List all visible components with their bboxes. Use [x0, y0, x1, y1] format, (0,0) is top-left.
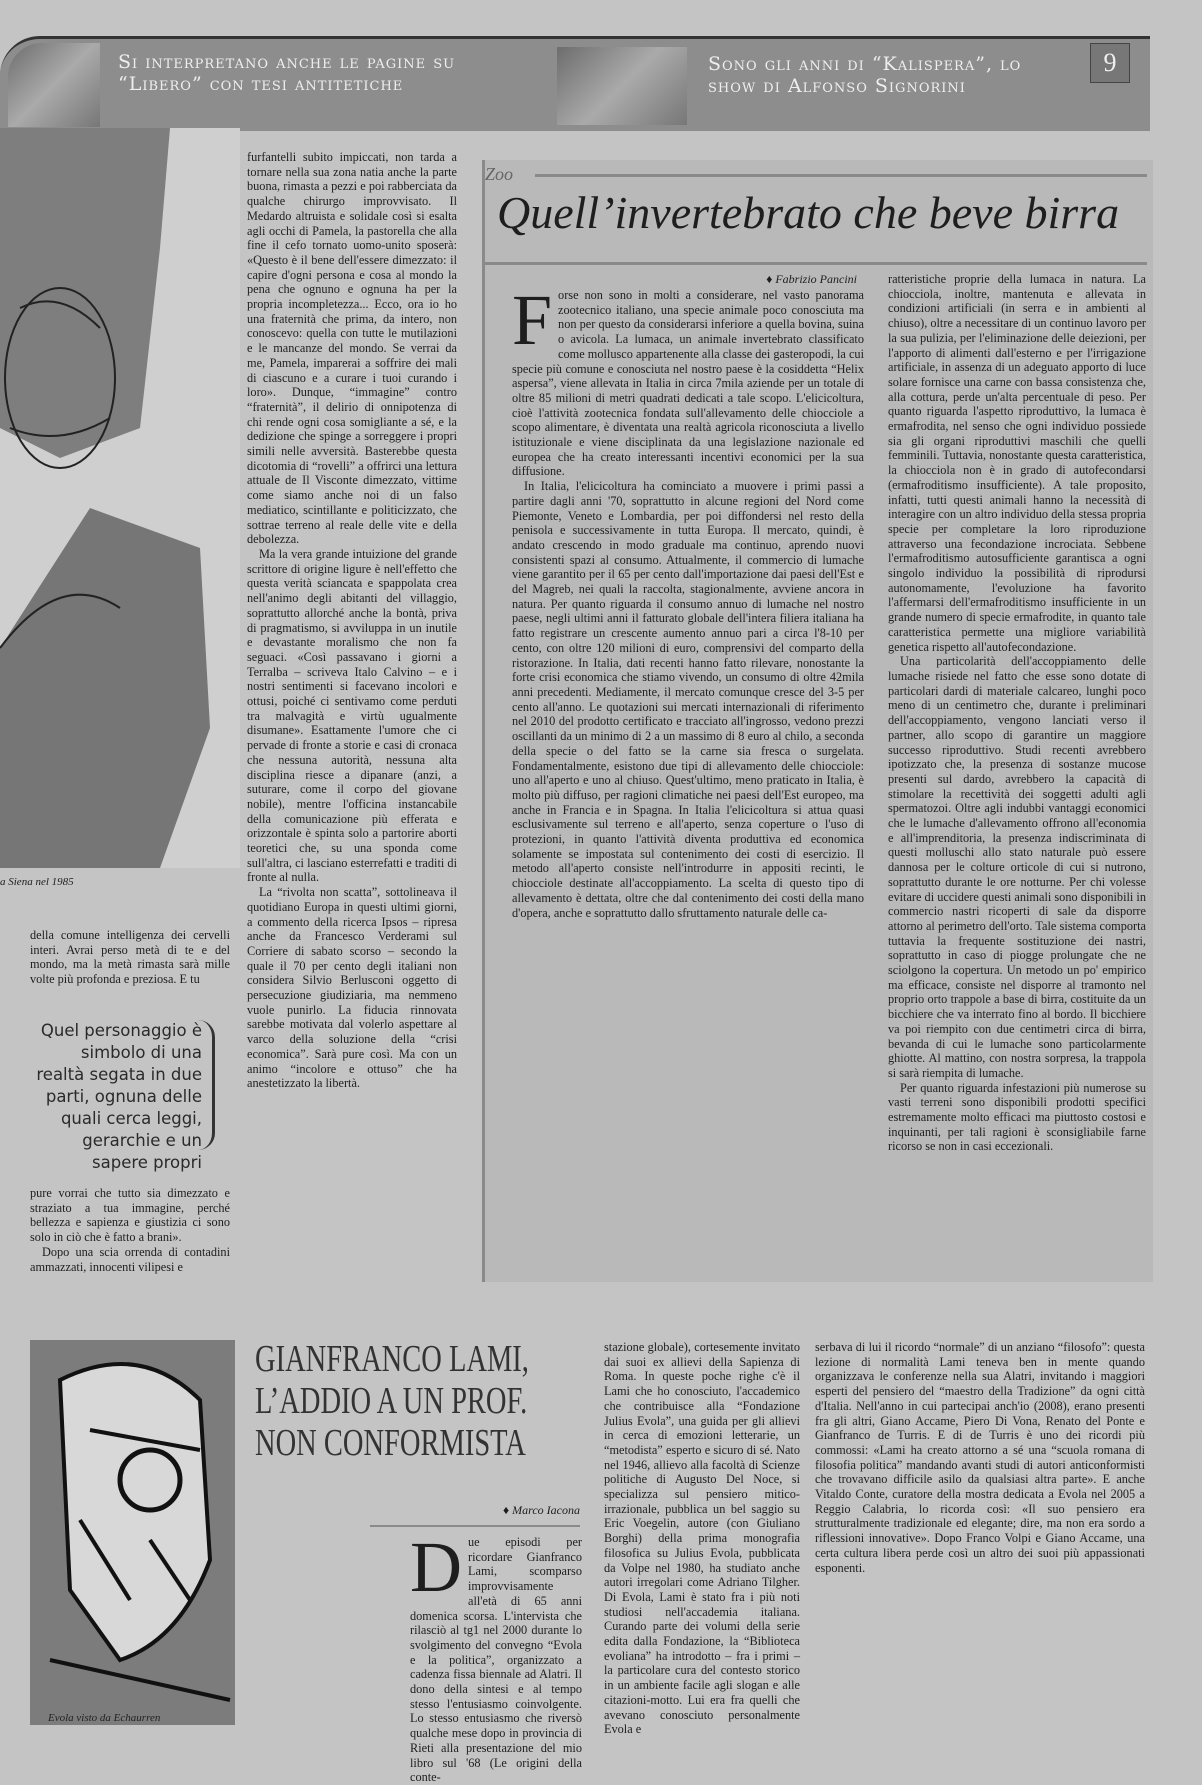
article-title: GIANFRANCO LAMI, L’ADDIO A UN PROF. NON CONFORMISTA: [255, 1338, 529, 1464]
pull-quote-bracket: [198, 1020, 215, 1150]
header-photo-left: [8, 43, 100, 127]
lami-column-3: [815, 1340, 1145, 1575]
pull-quote: Quel personaggio è simbolo di una realtà segata in due parti, ognuna delle quali cerca leggi, gerarchie e un sapere propri: [36, 1021, 202, 1172]
paragraph: stazione globale), cortesemente invitato dai suoi ex allievi della Sapienza di Roma. In queste poche righe c'è il Lami che ho conosciuto, l'accademico che contribuisce alla “Fondazione Julius Evola”, una guida per gli allievi in cerca di emozioni letterarie, un “metodista” esperto e sicuro di sé. Nato nel 1946, allievo alla facoltà di Scienze politiche di Augusto Del Noce, si specializza sul pensiero mitico-irrazionale, pubblica un bel saggio su Eric Voegelin, autore (con Giuliano Borghi) della prima monografia filosofica su Julius Evola, pubblicata da Volpe nel 1980, ha studiato anche autori irregolari come Adriano Tilgher. Di Evola, Lami è stato fra i più noti studiosi nell'accademia italiana. Curando parte dei volumi della serie edita dalla Fondazione, la “Biblioteca evoliana” ha introdotto – fra i primi – la particolare cura del contesto storico in un ambiente facile agli slogan e alle citazioni-motto. Lui era fra quelli che avevano conosciuto personalmente Evola e: [604, 1340, 800, 1737]
article-title: Quell’invertebrato che beve birra: [497, 187, 1120, 238]
article-author: ♦ Marco Iacona: [503, 1503, 580, 1517]
paragraph: La “rivolta non scatta”, sottolineava il quotidiano Europa in questi ultimi giorni, a commento della ricerca Ipsos – ripresa anche da Francesco Verderami sul Corriere di sabato scorso – secondo la quale il 70 per cento degli italiani non considera Silvio Berlusconi oggetto di persecuzione giudiziaria, ma nemmeno vuole punirlo. La fiducia rinnovata sarebbe motivata dal volerlo aspettare al varco della soluzione della “crisi economica”. Sarà pure così. Ma con un animo “incolore e ottuso” che ha anestetizzato la libertà.: [247, 885, 457, 1091]
paragraph: pure vorrai che tutto sia dimezzato e straziato a tua immagine, perché bellezza e sapienza e giustizia ci sono solo in ciò che è fatto a brani».: [30, 1186, 230, 1245]
divider: [535, 174, 1147, 177]
paragraph: serbava di lui il ricordo “normale” di un anziano “filosofo”: questa lezione di normalità Lami teneva ben in mente quando organizzava le conferenze nella sua Alatri, invitando i maggiori esperti del pensiero del “maestro della Tradizione” da ogni città d'Italia. Nell'anno in cui partecipai anch'io (2008), erano presenti fra gli altri, Giano Accame, Piero Di Vona, Renato del Ponte e Gianfranco de Turris. E di de Turris è uno dei ricordi più commossi: «Lami ha creato attorno a sé una “scuola romana di filosofia politica” mandando avanti studi di autori anticonformisti che trovavano difficile asilo da qualsiasi altra parte». E anche Vitaldo Conte, curatore della mostra dedicata a Evola nel 2005 a Reggio Calabria, lo ricorda così: «Il suo pensiero era strutturalmente tradizionale ed elegante; dire, ma non era sordo a riflessioni innovative». Dopo Franco Volpi e Giano Accame, una certa cultura libera perde così un altro dei suoi più appassionati esponenti.: [815, 1340, 1145, 1575]
paragraph: della comune intelligenza dei cervelli interi. Avrai perso metà di te e del mondo, ma la metà rimasta sarà mille volte più profonda e preziosa. E tu: [30, 928, 230, 987]
lami-column-1: [410, 1527, 582, 1785]
header-teaser-right[interactable]: Sono gli anni di “Kalispera”, lo show di Alfonso Signorini: [708, 53, 1022, 97]
paragraph: Dopo una scia orrenda di contadini ammazzati, innocenti vilipesi e: [30, 1244, 230, 1274]
image-caption: Evola visto da Echaurren: [48, 1712, 161, 1724]
lami-column-2: [604, 1340, 800, 1737]
paragraph: ue episodi per ricordare Gianfranco Lami, scomparso improvvisamente all'età di 65 anni domenica scorsa. L'intervista che rilasciò al tg1 nel 2000 durante lo svolgimento del convegno “Evola e la politica”, organizzato a cadenza fissa biennale ad Alatri. Il dono della sintesi e al tempo stesso l'entusiasmo coinvolgente. Lo stesso entusiasmo che riversò qualche mese dopo in provincia di Rieti alla presentazione del mio libro sul '68 (Le origini della conte-: [410, 1535, 582, 1785]
article-column-b: [888, 272, 1146, 1154]
paragraph: Ma la vera grande intuizione del grande scrittore di origine ligure è nell'effetto che questa verità sciancata e spappolata crea nell'animo degli abitanti del villaggio, soprattutto allorché anche la bontà, priva di pragmatismo, si avviluppa in un inutile e devastante moralismo che non fa seguaci. «Così passavano i giorni a Terralba – scriveva Italo Calvino – e i nostri sentimenti si facevano incolori e ottusi, poiché ci sentivamo come perduti tra malvagità e virtù ugualmente disumane». Esattamente l'umore che ci pervade di fronte a storie e casi di cronaca che nessuna autorità, nessuna alta disciplina riesce a dipanare (anzi, a suturare, come il corpo del giovane nobile), mentre l'officina instancabile della comunicazione più efferata e orizzontale è spinta solo a partorire aborti teoretici che, su una sponda come sull'altra, ci lasciano esterrefatti e traditi di fronte al nulla.: [247, 546, 457, 885]
paragraph: Una particolarità dell'accoppiamento delle lumache risiede nel fatto che esse sono dotate di particolari dardi di materiale calcareo, lunghi poco meno di un centimetro che, durante i preliminari dell'accoppiamento, vengono lanciati verso il partner, allo scopo di garantire un maggiore successo riproduttivo. Studi recenti avrebbero ipotizzato che, la presenza di sostanze mucose presenti sul dardo, avrebbero la capacità di stimolare la recettività dei soggetti adulti agli spermatozoi. Oltre agli indubbi vantaggi economici che le lumache d'allevamento offrono all'economia e all'imprenditoria, la presenza indiscriminata di questi molluschi allo stato naturale può essere dannosa per le colture orticole di cui si nutrono, soprattutto durante le ore notturne. Per chi volesse evitare di uccidere questi animali sono disponibili in commercio nastri ricoperti di sale da disporre attorno al perimetro dell'orto. Tale sistema comporta tuttavia la frequente sostituzione dei nastri, soprattutto in caso di piogge prolungate che ne sciolgono la copertura. Un metodo un po' empirico ma efficace, consiste nel disporre al tramonto nel proprio orto trappole a base di birra, costituite da un bicchiere che va interrato fino al bordo. Il bicchiere va poi riempito con due centimetri circa di birra, bevanda di cui le lumache sono particolarmente ghiotte. Al mattino, con nostra sorpresa, la trappola si sarà riempita di lumache.: [888, 654, 1146, 1080]
calvino-illustration: [0, 128, 240, 868]
divider: [370, 1525, 580, 1527]
header-teaser-left[interactable]: Si interpretano anche le pagine su “Libero” con tesi antitetiche: [118, 51, 456, 95]
paragraph: furfantelli subito impiccati, non tarda a tornare nella sua zona natia anche la parte buona, rimasta a pezzi e poi rabberciata da qualche chirurgo improvvisato. Il Medardo altruista e solidale così si esalta agli occhi di Pamela, la pastorella che alla fine il cefo tornato uomo-unito sposerà: «Questo è il bene dell'essere dimezzato: il capire d'ogni persona e cosa al mondo la pena che ognuno e ognuna ha per la propria incompletezza... Ecco, ora io ho una fraternità che prima, da intero, non conoscevo: quella con tutte le mutilazioni e le mancanze del mondo. Se verrai da me, Pamela, imparerai a soffrire dei mali di ciascuno e a curare i tuoi curando i loro». Dunque, “immagine” contro “fraternità”, il delirio di onnipotenza di chi rende ogni cosa somigliante a sé, e la dedizione che spinge a sorreggere i propri simili nelle avversità. Basterebbe questa dicotomia di “rovelli” a offrirci una lettura attuale de Il Visconte dimezzato, vittime come siamo anche noi di un falso mediatico, scintillante e politicizzato, che sottrae terreno al reale delle vite e della debolezza.: [247, 150, 457, 547]
author-name: Marco Iacona: [512, 1503, 580, 1517]
author-name: Fabrizio Pancini: [775, 272, 857, 286]
left-article-bottom: [30, 1186, 230, 1274]
left-article-column: [247, 150, 457, 1091]
header-photo-right: [557, 47, 687, 125]
divider: [485, 262, 1147, 265]
left-article-tail: [30, 928, 230, 987]
paragraph: ratteristiche proprie della lumaca in natura. La chiocciola, inoltre, mantenuta e allevata in condizioni artificiali (in serra e in ambienti al chiuso), oltre a necessitare di un continuo lavoro per la sua pulizia, per l'eliminazione delle deiezioni, per l'apporto di alimenti dall'esterno e per l'irrigazione artificiale, in assenza di un adeguato apporto di luce solare fornisce una carne con bassa consistenza che, alla cottura, perde un'alta percentuale di peso. Per quanto riguarda l'aspetto riproduttivo, la lumaca è ermafrodita, nel senso che ogni individuo possiede sia gli organi riproduttivi maschili che quelli femminili. Tuttavia, nonostante questa caratteristica, la chiocciola non è in grado di autofecondarsi (ermafroditismo insufficiente). A tale proposito, infatti, tutti questi animali hanno la necessità di interagire con un altro individuo della stessa propria specie per completare la loro riproduzione attraverso una fecondazione incrociata. Sebbene l'ermafroditismo autosufficiente garantisca a ogni singolo individuo la possibilità di riprodursi autonomamente, l'evoluzione ha favorito l'affermarsi dell'ermafroditismo insufficiente in un grande numero di specie ermafrodite, in quanto tale caratteristica permette una migliore variabilità genetica rispetto all'autofecondazione.: [888, 272, 1146, 654]
evola-portrait-illustration: [30, 1340, 235, 1725]
snail-article: [482, 160, 1153, 1282]
article-column-a: [512, 280, 864, 920]
drop-cap: F: [512, 280, 553, 360]
image-caption: a Siena nel 1985: [0, 876, 74, 888]
paragraph: In Italia, l'elicicoltura ha cominciato a muovere i primi passi a partire dagli anni '70, soprattutto in alcune regioni del Nord come Piemonte, Veneto e Lombardia, per poi diffondersi nel resto della penisola e successivamente in tutta Europa. Il mercato, quindi, è andato crescendo in modo graduale ma continuo, aprendo nuovi consistenti spazi al consumo. Attualmente, il commercio di lumache viene garantito per il 65 per cento dall'importazione dai paesi dell'Est e del Magreb, nei quali la raccolta, stagionalmente, avviene ancora in natura. Per quanto riguarda il consumo annuo di lumache nel nostro paese, negli ultimi anni il fatturato globale dell'intera filiera italiana ha fatto registrare un crescente aumento annuo pari a circa l'8-10 per cento, con oltre 120 milioni di euro, comprensivi del comparto della ristorazione. In Italia, dati recenti hanno fatto rilevare, nonostante la forte crisi economica che stiamo vivendo, un consumo di oltre 42mila anni precedenti. Mediamente, il mercato comunque cresce del 3-5 per cento all'anno. Le quotazioni sui mercati internazionali di riferimento nel 2010 del prodotto certificato e tracciato all'ingrosso, vedono prezzi oscillanti da un minimo di 2 a un massimo di 8 euro al chilo, a seconda della specie o del fatto se la carne sia fresca o surgelata. Fondamentalmente, esistono due tipi di allevamento delle chiocciole: uno all'aperto e uno al chiuso. Quest'ultimo, meno praticato in Italia, è molto più diffuso, per ragioni climatiche nei paesi dell'Est europeo, ma anche in Francia e in Spagna. In Italia l'elicicoltura si attua quasi esclusivamente sul terreno e all'aperto, senza coperture o l'uso di protezioni, in quanto l'attività diventa produttiva ed economica solamente se impostata sul contenimento dei costi di esercizio. Il metodo all'aperto consiste nell'introdurre in appositi recinti, le chiocciole destinate all'accoppiamento. La scelta di questo tipo di allevamento è dettata, oltre che dal contenimento dei costi della mano d'opera, anche e soprattutto dallo sfruttamento naturale delle ca-: [512, 479, 864, 920]
paragraph: Per quanto riguarda infestazioni più numerose su vasti terreni sono disponibili prodotti specifici estremamente molto efficaci ma piuttosto costosi e inquinanti, per tali ragioni è sconsigliabile farne ricorso se non in casi eccezionali.: [888, 1080, 1146, 1154]
page-number: 9: [1090, 43, 1130, 83]
section-kicker: Zoo: [485, 164, 514, 184]
paragraph: orse non sono in molti a considerare, nel vasto panorama zootecnico italiano, una specie animale poco conosciuta ma non per questo da considerarsi inferiore a quella bovina, suina o avicola. La lumaca, un animale invertebrato classificato come mollusco appartenente alla classe dei gasteropodi, la cui specie più comune e conosciuta nel nostro paese è la cosiddetta “Helix aspersa”, viene allevata in Italia in circa 7mila aziende per un totale di oltre 85 milioni di metri quadrati dedicati a tale scopo. L'elicicoltura, cioè l'attività zootecnica fondata sull'allevamento delle chiocciole a scopo alimentare, è diventata una realtà agricola riconosciuta a livello istituzionale e viene disciplinata da una legislazione nazionale ed europea che ha creato interessanti incentivi economici per la sua diffusione.: [512, 288, 864, 479]
page-header: [0, 36, 1150, 131]
article-author: ♦ Fabrizio Pancini: [766, 272, 857, 286]
drop-cap: D: [410, 1527, 462, 1607]
